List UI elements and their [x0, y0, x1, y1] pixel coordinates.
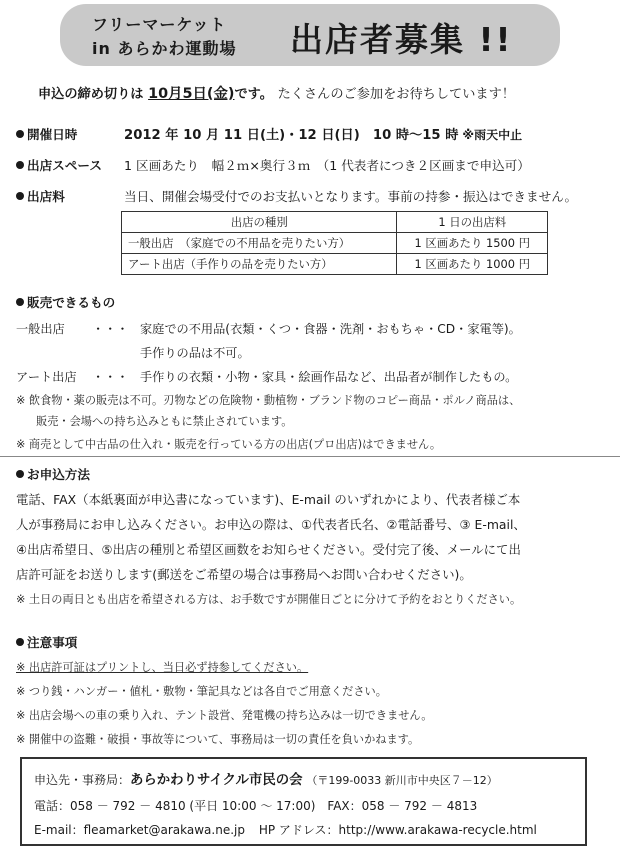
- contact-address: （〒199-0033 新川市中央区７－12）: [306, 774, 498, 787]
- general-label: 一般出店: [16, 322, 65, 336]
- deadline-rest: たくさんのご参加をお待ちしています！: [277, 87, 515, 102]
- apply-note: ※ 土日の両日とも出店を希望される方は、お手数ですが開催日ごとに分けて予約をおとりください。: [16, 593, 522, 606]
- bullet-icon: [16, 161, 24, 169]
- general-dots: ・・・: [92, 322, 129, 336]
- apply-line: 人が事務局にお申し込みください。お申込の際は、①代表者氏名、②電話番号、③ E-mail、: [16, 517, 526, 532]
- apply-line: ④出店希望日、⑤出店の種別と希望区画数をお知らせください。受付完了後、メールにて出: [16, 542, 521, 557]
- caution-item: ※ 開催中の盗難・破損・事故等について、事務局は一切の責任を負いかねます。: [16, 733, 420, 746]
- bullet-icon: [16, 130, 24, 138]
- caution-item: ※ 出店許可証はプリントし、当日必ず持参してください。: [16, 661, 309, 674]
- email-link[interactable]: fleamarket@arakawa.ne.jp: [83, 823, 245, 837]
- apply-line: 店許可証をお送りします(郵送をご希望の場合は事務局へお問い合わせください)。: [16, 567, 472, 582]
- apply-heading: [16, 464, 90, 483]
- header-line2: in あらかわ運動場: [92, 39, 237, 58]
- fee-value: 当日、開催会場受付でのお支払いとなります。事前の持参・振込はできません。: [124, 189, 578, 204]
- goods-note1a: ※ 飲食物・薬の販売は不可。刃物などの危険物・動植物・ブランド物のコピー商品・ポルノ商品は、: [16, 394, 521, 407]
- table-cell: アート出店（手作りの品を売りたい方）: [122, 254, 397, 275]
- contact-org: あらかわりサイクル市民の会: [130, 773, 303, 788]
- contact-label: 申込先・事務局：: [34, 773, 131, 787]
- caution-heading: [16, 632, 77, 651]
- art-label: アート出店: [16, 370, 77, 384]
- space-label: 出店スペース: [27, 158, 102, 173]
- schedule-row: [16, 124, 522, 143]
- bullet-icon: [16, 298, 24, 306]
- page-title: 出店者募集 !!: [290, 20, 513, 59]
- hp-link[interactable]: http://www.arakawa-recycle.html: [338, 823, 537, 837]
- goods-label: 販売できるもの: [27, 295, 116, 310]
- deadline-line: [38, 82, 515, 103]
- apply-label: お申込方法: [27, 467, 90, 482]
- header-banner: [60, 4, 560, 66]
- apply-line: 電話、FAX（本紙裏面が申込書になっています)、E-mail のいずれかにより、代表者様ご本: [16, 492, 521, 507]
- table-row: [122, 233, 548, 254]
- art-dots: ・・・: [92, 370, 129, 384]
- table-header-cell: 1 日の出店料: [397, 212, 548, 233]
- schedule-value: 2012 年 10 月 11 日(土)・12 日(日) 10 時～15 時: [124, 128, 459, 143]
- hp-label: HP アドレス：: [258, 823, 339, 837]
- deadline-date: 10月5日(金): [148, 86, 235, 102]
- general-text: 家庭での不用品(衣類・くつ・食器・洗剤・おもちゃ・CD・家電等)。: [140, 322, 521, 336]
- bullet-icon: [16, 192, 24, 200]
- fee-table: [121, 211, 548, 275]
- rain-note: ※雨天中止: [462, 128, 523, 142]
- schedule-label: 開催日時: [27, 127, 78, 142]
- space-row: [16, 155, 530, 174]
- table-header-row: [122, 212, 548, 233]
- section-divider: [0, 456, 620, 457]
- deadline-prefix: 申込の締め切りは: [38, 87, 144, 102]
- table-cell: 1 区画あたり 1500 円: [397, 233, 548, 254]
- contact-box: [20, 757, 587, 846]
- bullet-icon: [16, 470, 24, 478]
- header-line1: フリーマーケット: [92, 15, 227, 34]
- caution-item: ※ 出店会場への車の乗り入れ、テント設営、発電機の持ち込みは一切できません。: [16, 709, 433, 722]
- bullet-icon: [16, 638, 24, 646]
- space-value: 1 区画あたり 幅２ｍ×奥行３ｍ （1 代表者につき２区画まで申込可）: [124, 158, 530, 173]
- table-row: [122, 254, 548, 275]
- deadline-suffix: です。: [234, 87, 273, 102]
- contact-phone: 電話：058 － 792 － 4810 (平日 10:00 ～ 17:00) FAX：058 － 792 － 4813: [34, 799, 478, 813]
- goods-note1b: 販売・会場への持ち込みともに禁止されています。: [36, 415, 293, 428]
- caution-item: ※ つり銭・ハンガー・値札・敷物・筆記具などは各自でご用意ください。: [16, 685, 387, 698]
- table-cell: 1 区画あたり 1000 円: [397, 254, 548, 275]
- table-header-cell: 出店の種別: [122, 212, 397, 233]
- art-text: 手作りの衣類・小物・家具・絵画作品など、出品者が制作したもの。: [140, 370, 518, 384]
- fee-label: 出店料: [27, 189, 65, 204]
- table-cell: 一般出店 （家庭での不用品を売りたい方）: [122, 233, 397, 254]
- goods-note2: ※ 商売として中古品の仕入れ・販売を行っている方の出店(プロ出店)はできません。: [16, 438, 442, 451]
- email-label: E-mail：: [34, 823, 84, 837]
- contact-line-org: [34, 769, 498, 788]
- fee-row: [16, 186, 577, 205]
- contact-line-web: [34, 821, 537, 838]
- general-note: 手作りの品は不可。: [140, 346, 250, 360]
- goods-heading: [16, 292, 115, 311]
- caution-label: 注意事項: [27, 635, 78, 650]
